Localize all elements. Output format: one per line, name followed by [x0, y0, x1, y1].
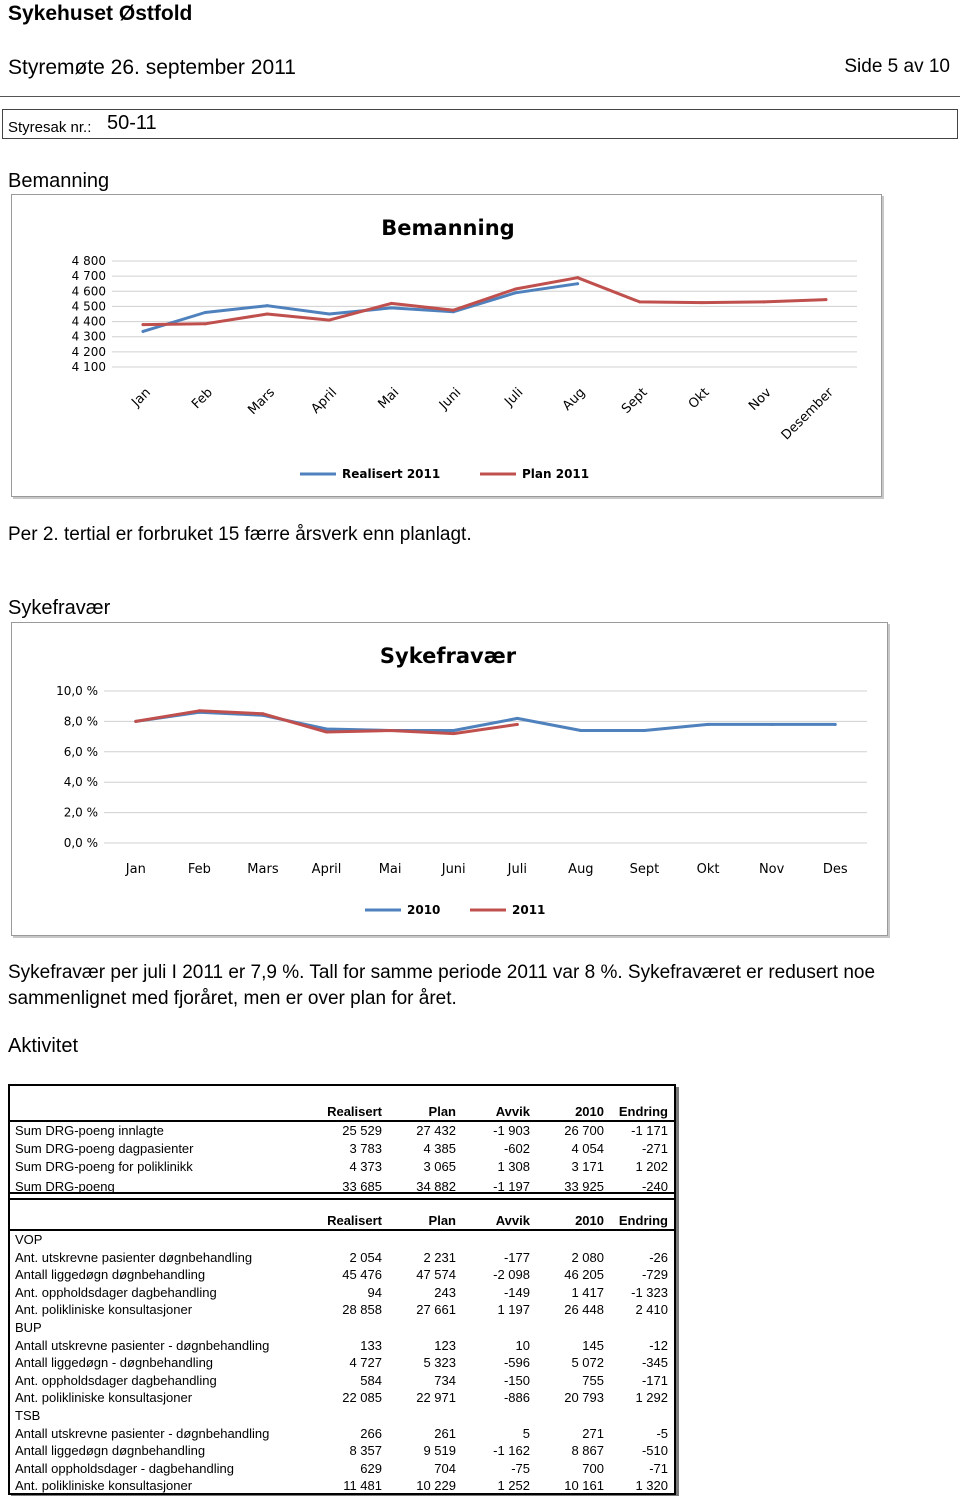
- table-cell: 734: [434, 1372, 456, 1388]
- table-divider: [10, 1192, 674, 1194]
- table-cell: 2 231: [423, 1249, 456, 1265]
- legend-label: Realisert 2011: [342, 467, 441, 481]
- table-cell: 266: [360, 1425, 382, 1441]
- y-tick-label: 4 600: [71, 284, 106, 299]
- data-point: [134, 720, 137, 723]
- row-label: Sum DRG-poeng innlagte: [15, 1123, 164, 1138]
- activity-table: [8, 1084, 676, 1495]
- data-point: [389, 729, 392, 732]
- table-row: [10, 1250, 674, 1268]
- table-cell: -602: [503, 1141, 530, 1156]
- x-tick-label: Okt: [696, 862, 720, 877]
- x-tick-label: April: [308, 385, 341, 417]
- table-cell: 4 385: [423, 1141, 456, 1156]
- table-cell: 123: [434, 1337, 456, 1353]
- table-cell: 9 519: [423, 1443, 456, 1459]
- table-cell: 4 727: [349, 1355, 382, 1371]
- table-cell: 20 793: [564, 1390, 604, 1406]
- table-row: [10, 1232, 674, 1250]
- row-label: Ant. oppholdsdager dagbehandling: [15, 1284, 217, 1300]
- data-point: [452, 729, 455, 732]
- data-point: [643, 729, 646, 732]
- table-row: [10, 1123, 674, 1141]
- table-divider: [10, 1120, 674, 1122]
- table-divider: [10, 1198, 674, 1200]
- y-tick-label: 4 300: [71, 329, 106, 344]
- table-row: [10, 1267, 674, 1285]
- data-point: [576, 276, 579, 279]
- table-cell: 94: [367, 1284, 382, 1300]
- data-point: [325, 731, 328, 734]
- data-point: [834, 723, 837, 726]
- table-cell: -12: [649, 1337, 668, 1353]
- bemanning-chart-svg: [12, 195, 883, 498]
- table-cell: -1 162: [493, 1443, 530, 1459]
- bemanning-text: Per 2. tertial er forbruket 15 færre årsverk enn planlagt.: [8, 524, 472, 545]
- table-cell: -177: [503, 1249, 530, 1265]
- data-point: [266, 304, 269, 307]
- x-tick-label: Desember: [778, 385, 837, 444]
- row-label: Ant. utskrevne pasienter døgnbehandling: [15, 1249, 253, 1265]
- legend-label: 2010: [407, 903, 441, 917]
- table-cell: 271: [582, 1425, 604, 1441]
- row-label: Sum DRG-poeng for poliklinikk: [15, 1159, 193, 1174]
- table-cell: -596: [503, 1355, 530, 1371]
- table-cell: Avvik: [495, 1104, 530, 1119]
- table-cell: -886: [503, 1390, 530, 1406]
- x-tick-label: Mai: [378, 862, 402, 877]
- table-cell: 4 373: [349, 1159, 382, 1174]
- table-cell: 1 308: [497, 1159, 530, 1174]
- table-cell: 26 448: [564, 1302, 604, 1318]
- data-point: [516, 723, 519, 726]
- x-tick-label: Sept: [629, 862, 660, 877]
- x-tick-label: Okt: [685, 385, 713, 412]
- x-tick-label: Juni: [436, 385, 465, 413]
- data-point: [204, 322, 207, 325]
- data-point: [516, 717, 519, 720]
- table-cell: -5: [656, 1425, 668, 1441]
- y-tick-label: 8,0 %: [63, 714, 98, 729]
- table-cell: 11 481: [343, 1478, 382, 1494]
- table-cell: 3 065: [423, 1159, 456, 1174]
- table-cell: -150: [503, 1372, 530, 1388]
- table-cell: -149: [503, 1284, 530, 1300]
- table-cell: 8 867: [571, 1443, 604, 1459]
- table-cell: 10 161: [564, 1478, 604, 1494]
- case-label: Styresak nr.:: [8, 119, 92, 136]
- table-row: [10, 1141, 674, 1159]
- x-tick-label: Nov: [758, 862, 785, 877]
- x-tick-label: April: [311, 862, 342, 877]
- table-cell: 1 292: [635, 1390, 668, 1406]
- bemanning-chart: [11, 194, 882, 497]
- table-cell: 10 229: [416, 1478, 456, 1494]
- data-point: [142, 330, 145, 333]
- table-cell: -345: [641, 1355, 668, 1371]
- case-number: 50-11: [107, 112, 157, 134]
- table-row: [10, 1302, 674, 1320]
- data-point: [579, 729, 582, 732]
- data-point: [261, 712, 264, 715]
- table-cell: 2 410: [635, 1302, 668, 1318]
- table-cell: Realisert: [327, 1213, 382, 1228]
- data-point: [762, 300, 765, 303]
- row-label: Antall liggedøgn døgnbehandling: [15, 1443, 206, 1459]
- table-row: [10, 1285, 674, 1303]
- x-tick-label: Juli: [502, 385, 527, 410]
- table-cell: 33 685: [342, 1179, 382, 1194]
- data-point: [325, 728, 328, 731]
- y-tick-label: 4 200: [71, 344, 106, 359]
- table-cell: 2010: [575, 1104, 604, 1119]
- table-cell: 133: [360, 1337, 382, 1353]
- x-tick-label: Feb: [189, 385, 216, 413]
- table-cell: 28 858: [342, 1302, 382, 1318]
- data-point: [198, 709, 201, 712]
- table-cell: -2 098: [493, 1267, 530, 1283]
- table-cell: 8 357: [349, 1443, 382, 1459]
- data-point: [452, 309, 455, 312]
- table-row: [10, 1159, 674, 1177]
- row-label: Ant. polikliniske konsultasjoner: [15, 1478, 193, 1494]
- table-cell: 2 080: [571, 1249, 604, 1265]
- sykefravaer-chart: [11, 622, 888, 936]
- x-tick-label: Aug: [559, 385, 589, 414]
- data-point: [514, 291, 517, 294]
- table-cell: -71: [649, 1460, 668, 1476]
- table-row: [10, 1179, 674, 1197]
- chart-title: Sykefravær: [379, 644, 517, 668]
- row-label: Antall liggedøgn døgnbehandling: [15, 1267, 206, 1283]
- table-cell: Endring: [618, 1213, 668, 1228]
- table-cell: -1 197: [493, 1179, 530, 1194]
- data-point: [700, 301, 703, 304]
- table-cell: -1 903: [493, 1123, 530, 1138]
- table-cell: 4 054: [571, 1141, 604, 1156]
- bemanning-heading: Bemanning: [8, 170, 110, 192]
- table-row: [10, 1443, 674, 1461]
- table-cell: Plan: [428, 1213, 456, 1228]
- x-tick-label: Des: [822, 862, 848, 877]
- data-point: [514, 288, 517, 291]
- table-divider: [10, 1229, 674, 1231]
- x-tick-label: Jan: [125, 862, 146, 877]
- table-cell: 755: [582, 1372, 604, 1388]
- x-tick-label: Juli: [507, 862, 527, 877]
- table-cell: 584: [360, 1372, 382, 1388]
- x-tick-label: Nov: [746, 385, 775, 414]
- row-label: Ant. polikliniske konsultasjoner: [15, 1390, 193, 1406]
- row-label: Antall utskrevne pasienter - døgnbehandling: [15, 1337, 270, 1353]
- table-cell: 3 783: [349, 1141, 382, 1156]
- table-cell: 5: [522, 1425, 530, 1441]
- table-cell: 47 574: [416, 1267, 456, 1283]
- table-cell: 700: [582, 1460, 604, 1476]
- x-tick-label: Mars: [245, 385, 279, 418]
- x-tick-label: Juni: [441, 862, 466, 877]
- table-cell: 45 476: [342, 1267, 382, 1283]
- table-cell: -1 323: [631, 1284, 668, 1300]
- y-tick-label: 4 100: [71, 360, 106, 374]
- data-point: [770, 723, 773, 726]
- table-cell: -75: [511, 1460, 530, 1476]
- x-tick-label: Mai: [375, 385, 403, 412]
- x-tick-label: Jan: [129, 385, 154, 411]
- table-cell: 46 205: [564, 1267, 604, 1283]
- x-tick-label: Aug: [568, 862, 594, 877]
- row-label: Sum DRG-poeng dagpasienter: [15, 1141, 194, 1156]
- table-cell: 3 171: [571, 1159, 604, 1174]
- y-tick-label: 4 500: [71, 299, 106, 314]
- table-cell: Avvik: [495, 1213, 530, 1228]
- data-point: [576, 282, 579, 285]
- sykefravaer-chart-svg: [12, 623, 889, 937]
- row-label: Sum DRG-poeng: [15, 1179, 115, 1194]
- table-cell: Endring: [618, 1104, 668, 1119]
- sykefravaer-heading: Sykefravær: [8, 597, 111, 619]
- table-cell: -171: [641, 1372, 668, 1388]
- table-cell: 33 925: [564, 1179, 604, 1194]
- meeting-title: Styremøte 26. september 2011: [8, 56, 296, 79]
- x-tick-label: Feb: [187, 862, 211, 877]
- organization-name: Sykehuset Østfold: [8, 2, 193, 25]
- y-tick-label: 2,0 %: [63, 805, 98, 820]
- table-cell: -271: [641, 1141, 668, 1156]
- table-cell: 1 197: [497, 1302, 530, 1318]
- table-cell: 145: [582, 1337, 604, 1353]
- table-cell: 27 661: [416, 1302, 456, 1318]
- data-point: [824, 298, 827, 301]
- table-cell: 243: [434, 1284, 456, 1300]
- y-tick-label: 4 800: [71, 254, 106, 268]
- table-cell: 1 202: [635, 1159, 668, 1174]
- table-row: [10, 1373, 674, 1391]
- table-cell: -1 171: [631, 1123, 668, 1138]
- y-tick-label: 0,0 %: [63, 836, 98, 850]
- y-tick-label: 10,0 %: [56, 684, 98, 698]
- header-divider: [0, 96, 960, 97]
- x-tick-label: Sept: [618, 385, 651, 417]
- table-cell: 34 882: [416, 1179, 456, 1194]
- table-cell: 704: [434, 1460, 456, 1476]
- table-cell: Realisert: [327, 1104, 382, 1119]
- row-label: VOP: [15, 1232, 43, 1247]
- table-cell: 25 529: [342, 1123, 382, 1138]
- case-number-box: [2, 109, 958, 139]
- table-cell: 26 700: [564, 1123, 604, 1138]
- page-number: Side 5 av 10: [844, 56, 950, 77]
- table-row: [10, 1390, 674, 1408]
- table-cell: 1 252: [497, 1478, 530, 1494]
- table-cell: 5 323: [423, 1355, 456, 1371]
- series-line-plan-2011: [143, 278, 826, 325]
- data-point: [638, 300, 641, 303]
- data-point: [266, 313, 269, 316]
- table-cell: -26: [649, 1249, 668, 1265]
- y-tick-label: 6,0 %: [63, 744, 98, 759]
- legend-label: 2011: [512, 903, 546, 917]
- legend-label: Plan 2011: [522, 467, 590, 481]
- data-point: [390, 302, 393, 305]
- table-cell: 10: [515, 1337, 530, 1353]
- table-cell: -729: [641, 1267, 668, 1283]
- table-row: [10, 1408, 674, 1426]
- data-point: [452, 732, 455, 735]
- data-point: [707, 723, 710, 726]
- table-row: [10, 1478, 674, 1496]
- y-tick-label: 4 700: [71, 269, 106, 284]
- table-row: [10, 1426, 674, 1444]
- sykefravaer-text: Sykefravær per juli I 2011 er 7,9 %. Tall for samme periode 2011 var 8 %. Sykefraværet er redusert noe sammenlignet med fjoråret, men er over plan for året.: [8, 962, 876, 1009]
- table-cell: 1 320: [635, 1478, 668, 1494]
- table-cell: Plan: [428, 1104, 456, 1119]
- data-point: [390, 306, 393, 309]
- data-point: [204, 311, 207, 314]
- table-cell: 1 417: [571, 1284, 604, 1300]
- table-cell: 2 054: [349, 1249, 382, 1265]
- aktivitet-heading: Aktivitet: [8, 1035, 79, 1057]
- x-tick-label: Mars: [247, 862, 279, 877]
- row-label: Antall oppholdsdager - dagbehandling: [15, 1460, 235, 1476]
- table-row: [10, 1320, 674, 1338]
- table-cell: 261: [434, 1425, 456, 1441]
- y-tick-label: 4 400: [71, 314, 106, 329]
- table-cell: 27 432: [416, 1123, 456, 1138]
- y-tick-label: 4,0 %: [63, 775, 98, 790]
- table-row: [10, 1355, 674, 1373]
- chart-title: Bemanning: [381, 216, 515, 240]
- table-cell: 22 085: [342, 1390, 382, 1406]
- data-point: [142, 323, 145, 326]
- table-row: [10, 1338, 674, 1356]
- data-point: [328, 319, 331, 322]
- row-label: Ant. oppholdsdager dagbehandling: [15, 1372, 217, 1388]
- table-cell: 629: [360, 1460, 382, 1476]
- row-label: Antall liggedøgn - døgnbehandling: [15, 1355, 214, 1371]
- table-row: [10, 1461, 674, 1479]
- data-point: [328, 313, 331, 316]
- table-cell: 5 072: [571, 1355, 604, 1371]
- table-cell: -510: [641, 1443, 668, 1459]
- table-cell: -240: [641, 1179, 668, 1194]
- row-label: Antall utskrevne pasienter - døgnbehandling: [15, 1425, 270, 1441]
- row-label: TSB: [15, 1408, 41, 1423]
- row-label: BUP: [15, 1320, 42, 1335]
- row-label: Ant. polikliniske konsultasjoner: [15, 1302, 193, 1318]
- table-cell: 2010: [575, 1213, 604, 1228]
- table-cell: 22 971: [416, 1390, 456, 1406]
